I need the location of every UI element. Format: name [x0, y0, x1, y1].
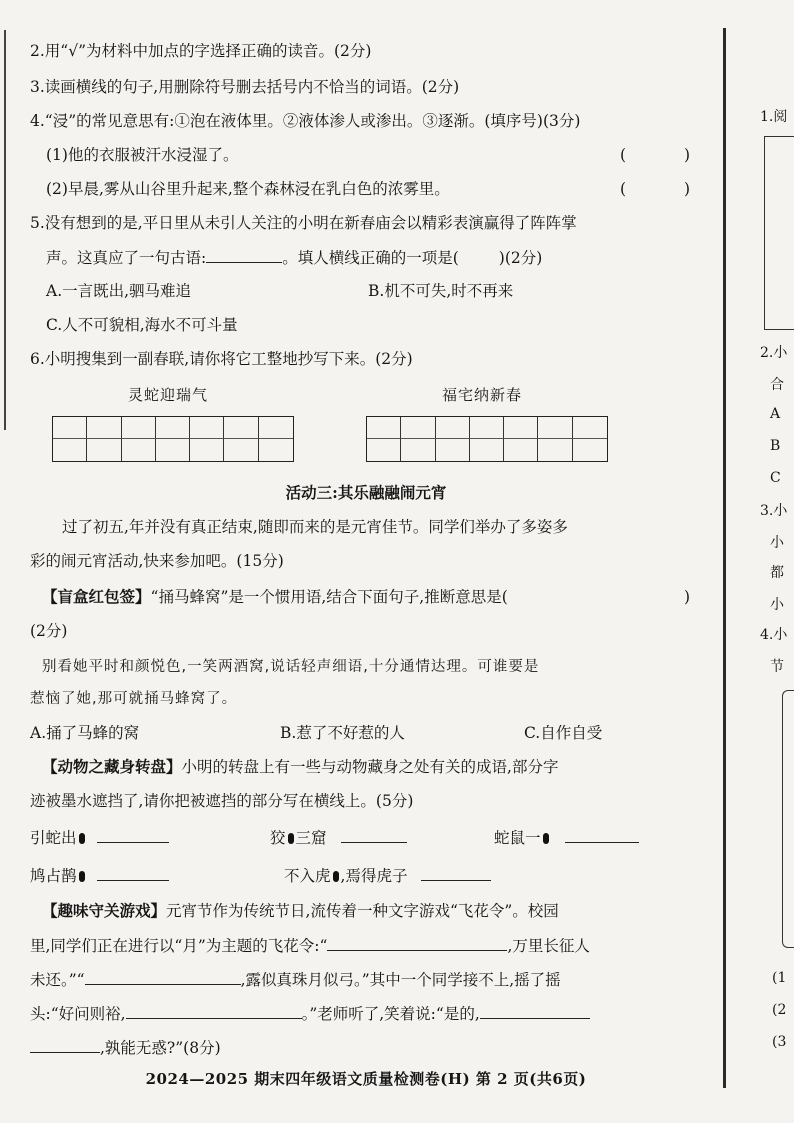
box3-intro: 【趣味守关游戏】元宵节作为传统节日,流传着一种文字游戏“飞花令”。校园: [42, 901, 559, 920]
idiom-2: 狡 三窟: [270, 826, 407, 849]
question-4-stem: 4.“浸”的常见意思有:①泡在液体里。②液体渗人或渗出。③逐渐。(填序号)(3分): [30, 112, 581, 130]
box1-option-a[interactable]: A.捅了马蜂的窝: [30, 724, 140, 742]
question-3: 3.读画横线的句子,用删除符号删去括号内不恰当的词语。(2分): [30, 78, 460, 96]
right-q4: 4.小: [760, 627, 788, 643]
ink-blot: [79, 833, 85, 844]
couplet-upper: 灵蛇迎瑞气: [128, 386, 209, 404]
right-line: (2: [772, 1002, 787, 1018]
right-line: C: [770, 470, 781, 486]
answer-blank[interactable]: [85, 968, 241, 985]
question-6: 6.小明搜集到一副春联,请你将它工整地抄写下来。(2分): [30, 350, 413, 368]
question-5-option-c[interactable]: C.人不可貌相,海水不可斗量: [46, 316, 238, 334]
answer-blank[interactable]: [97, 864, 169, 881]
right-line: (1: [772, 970, 787, 986]
ink-blot: [333, 871, 339, 882]
copy-grid-left[interactable]: [52, 416, 294, 462]
question-5-line-1: 5.没有想到的是,平日里从未引人关注的小明在新春庙会以精彩表演赢得了阵阵掌: [30, 214, 577, 232]
question-4-item-2: (2)早晨,雾从山谷里升起来,整个森林浸在乳白色的浓雾里。 ( ): [46, 180, 690, 198]
copy-grid-right[interactable]: [366, 416, 608, 462]
right-line: 小: [770, 535, 784, 551]
box2-intro-2: 迹被墨水遮挡了,请你把被遮挡的部分写在横线上。(5分): [30, 792, 414, 810]
question-5-line-2: 声。这真应了一句古语: 。填人横线正确的一项是( )(2分): [46, 246, 542, 269]
question-5-option-b[interactable]: B.机不可失,时不再来: [368, 282, 514, 300]
right-line: 节: [770, 659, 784, 675]
question-4-item-1: (1)他的衣服被汗水浸湿了。 ( ): [46, 146, 690, 164]
right-q1: 1.阅: [760, 109, 788, 125]
answer-blank[interactable]: [126, 1002, 302, 1019]
activity-3-title: 活动三:其乐融融闹元宵: [285, 483, 447, 502]
box1-option-b[interactable]: B.惹了不好惹的人: [280, 724, 405, 742]
right-q3: 3.小: [760, 503, 788, 519]
question-5-option-a[interactable]: A.一言既出,驷马难追: [46, 282, 192, 300]
idiom-5: 不入虎 ,焉得虎子: [284, 864, 491, 887]
box1-quote-1: 别看她平时和颜悦色,一笑两酒窝,说话轻声细语,十分通情达理。可谁要是: [42, 659, 540, 675]
box1-quote-2: 惹恼了她,那可就捅马蜂窝了。: [30, 691, 238, 707]
question-2: 2.用“√”为材料中加点的字选择正确的读音。(2分): [30, 42, 372, 60]
answer-blank[interactable]: [421, 864, 491, 881]
box3-line-2: 里,同学们正在进行以“月”为主题的飞花令:“ ,万里长征人: [30, 934, 590, 957]
box3-line-5: ,孰能无惑?”(8分): [30, 1036, 221, 1059]
right-line: A: [770, 406, 781, 422]
ink-blot: [79, 871, 85, 882]
answer-blank[interactable]: [97, 826, 169, 843]
right-line: (3: [772, 1034, 787, 1050]
answer-blank[interactable]: [480, 1002, 590, 1019]
activity-3-intro-2: 彩的闹元宵活动,快来参加吧。(15分): [30, 552, 284, 570]
ink-blot: [543, 833, 549, 844]
ink-blot: [288, 833, 294, 844]
answer-parens[interactable]: ( ): [620, 180, 690, 198]
right-box-1: [764, 136, 794, 330]
activity-3-intro-1: 过了初五,年并没有真正结束,随即而来的是元宵佳节。同学们举办了多姿多: [62, 518, 568, 536]
page-footer: 2024—2025 期末四年级语文质量检测卷(H) 第 2 页(共6页): [145, 1070, 587, 1088]
answer-blank[interactable]: [206, 246, 282, 263]
couplet-lower: 福宅纳新春: [442, 386, 523, 404]
right-line: 都: [770, 565, 784, 581]
box1-score: (2分): [30, 622, 68, 640]
right-line: B: [770, 438, 781, 454]
box2-intro-1: 【动物之藏身转盘】小明的转盘上有一些与动物藏身之处有关的成语,部分字: [42, 757, 559, 776]
right-line: 合: [770, 377, 784, 393]
page-divider: [723, 28, 726, 1088]
right-box-2: [782, 690, 794, 948]
box3-line-3: 未还。”“ ,露似真珠月似弓。”其中一个同学接不上,摇了摇: [30, 968, 561, 991]
binding-edge: [4, 30, 6, 430]
idiom-4: 鸠占鹊: [30, 864, 169, 887]
right-q2: 2.小: [760, 345, 788, 361]
answer-blank[interactable]: [341, 826, 407, 843]
right-line: 小: [770, 597, 784, 613]
answer-blank[interactable]: [565, 826, 639, 843]
box1-option-c[interactable]: C.自作自受: [524, 724, 603, 742]
idiom-1: 引蛇出: [30, 826, 169, 849]
answer-blank[interactable]: [30, 1036, 100, 1053]
answer-parens[interactable]: ( ): [620, 146, 690, 164]
answer-blank[interactable]: [327, 934, 507, 951]
idiom-3: 蛇鼠一: [494, 826, 639, 849]
box1-question: 【盲盒红包签】“捅马蜂窝”是一个惯用语,结合下面句子,推断意思是( ): [42, 587, 690, 606]
box3-line-4: 头:“好问则裕, 。”老师听了,笑着说:“是的,: [30, 1002, 590, 1025]
